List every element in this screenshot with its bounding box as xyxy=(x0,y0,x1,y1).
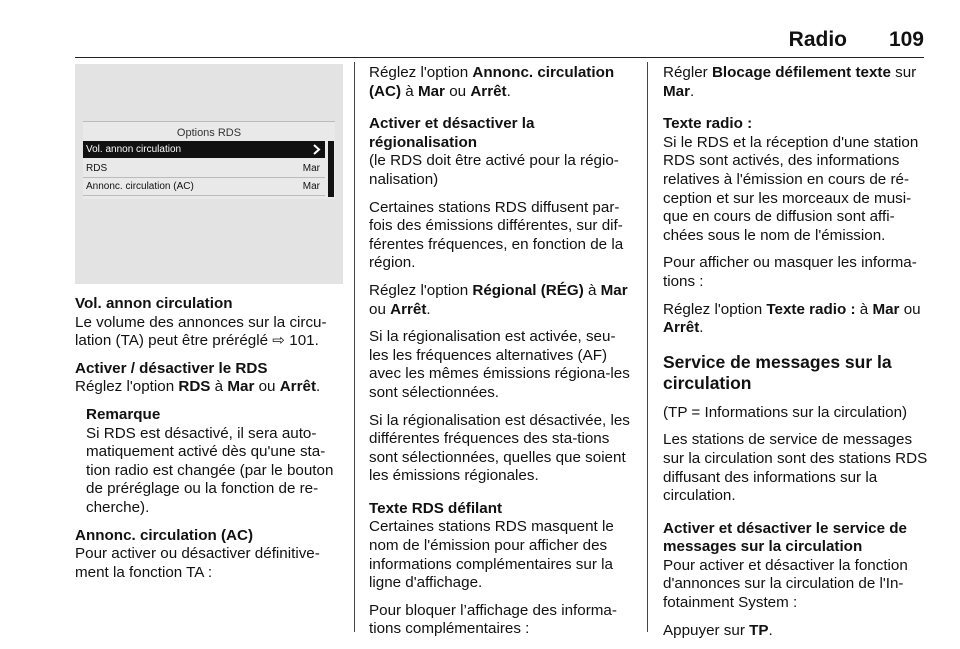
paragraph: Pour bloquer l’affichage des informa-tions complémentaires : xyxy=(369,601,617,638)
screen-row-value: Mar xyxy=(302,163,320,174)
text-bold: Mar xyxy=(417,82,445,100)
heading-rds: Activer / désactiver le RDS xyxy=(75,359,268,377)
text: . xyxy=(699,319,704,337)
remark-title: Remarque xyxy=(86,405,161,423)
text: ou xyxy=(254,378,280,396)
screen-row-label: RDS xyxy=(86,163,108,174)
heading-activer-tp: Activer et désactiver le service de messages sur la circulation xyxy=(663,519,907,556)
column-2 xyxy=(369,64,634,648)
text-bold: Annonc. circulation (AC) xyxy=(369,64,615,100)
screen-row-value: Mar xyxy=(302,181,320,192)
screen-row-label: Vol. annon circulation xyxy=(86,144,182,155)
paragraph: Si le RDS et la réception d'une station RDS sont activés, des informations relatives à l'émission en cours de ré-ception et sur les morceaux de musi-que en cours de diffusion sont affi-chées sous le nom de l'émission. xyxy=(663,133,919,244)
section-title: Radio xyxy=(788,28,847,51)
text: . xyxy=(690,82,695,100)
screen-row xyxy=(83,160,325,178)
heading-service-messages: Service de messages sur la circulation xyxy=(663,351,892,393)
paragraph: Certaines stations RDS masquent le nom de l'émission pour afficher des informations complémentaires sur la ligne d'affichage. xyxy=(369,518,614,592)
paragraph: Les stations de service de messages sur la circulation sont des stations RDS diffusant des informations sur la circulation. xyxy=(663,431,928,505)
text: à xyxy=(855,300,873,318)
text: ou xyxy=(444,82,471,100)
text: Réglez l'option xyxy=(369,281,473,299)
page-ref: 101. xyxy=(289,332,319,350)
text-bold: Mar xyxy=(600,281,628,299)
text-bold: Régional (RÉG) xyxy=(472,281,584,299)
text-bold: Arrêt xyxy=(663,319,700,337)
paragraph: (TP = Informations sur la circulation) xyxy=(663,403,908,421)
text: . xyxy=(426,300,431,318)
page-ref-arrow-icon: ⇨ xyxy=(272,332,286,350)
text-bold: Mar xyxy=(227,378,255,396)
text: Réglez l'option xyxy=(663,300,767,318)
text: Appuyer sur xyxy=(663,621,750,639)
text: Régler xyxy=(663,64,712,81)
column-1 xyxy=(75,64,343,591)
text: Réglez l'option xyxy=(75,378,179,396)
paragraph xyxy=(663,622,928,641)
remark-box xyxy=(86,406,343,518)
text-bold: Blocage défilement texte xyxy=(711,64,891,81)
heading-texte-radio: Texte radio : xyxy=(663,115,753,133)
text: Réglez l'option xyxy=(369,64,473,81)
screen-title: Options RDS xyxy=(176,127,242,139)
chevron-right-icon xyxy=(313,144,321,155)
text: à xyxy=(210,378,228,396)
paragraph: Si la régionalisation est activée, seu-les les fréquences alternatives (AF) avec les mêmes émissions régiona-les sont sélectionnées. xyxy=(369,328,630,401)
screen-row xyxy=(83,178,325,196)
paragraph xyxy=(75,314,343,351)
header-rule xyxy=(75,57,924,58)
column-divider xyxy=(647,62,648,632)
text: . xyxy=(506,82,511,100)
paragraph: Pour activer ou désactiver définitive-ment la fonction TA : xyxy=(75,545,320,581)
text: ou xyxy=(369,300,391,318)
column-divider xyxy=(354,62,355,632)
text-bold: RDS xyxy=(178,378,211,396)
paragraph: (le RDS doit être activé pour la régio-nalisation) xyxy=(369,152,619,188)
paragraph xyxy=(369,282,634,319)
remark-text: Si RDS est désactivé, il sera auto-matiquement activé dès qu'une sta-tion radio est changée (par le bouton de préréglage ou la fonction de re-cherche). xyxy=(86,424,334,516)
text-bold: Mar xyxy=(872,300,900,318)
heading-regionalisation: Activer et désactiver la régionalisation xyxy=(369,115,535,151)
heading-texte-rds: Texte RDS défilant xyxy=(369,499,503,517)
text-bold: Arrêt xyxy=(470,82,507,100)
screen-row-selected xyxy=(83,141,325,158)
column-3 xyxy=(663,64,928,649)
text: à xyxy=(583,281,601,299)
paragraph xyxy=(75,378,343,397)
paragraph: Si la régionalisation est désactivée, les différentes fréquences des sta-tions sont sélectionnées, quelles que soient les émissions régionales. xyxy=(369,411,630,485)
paragraph xyxy=(663,64,928,101)
text: . xyxy=(768,621,773,639)
screen-scrollbar xyxy=(328,141,334,197)
text-bold: Mar xyxy=(663,82,691,100)
text: . xyxy=(316,378,321,396)
text-bold: Arrêt xyxy=(279,378,316,396)
text: ou xyxy=(899,300,921,318)
heading-annonc: Annonc. circulation (AC) xyxy=(75,526,254,544)
paragraph-text: Le volume des annonces sur la circu-lation (TA) peut être préréglé xyxy=(75,313,327,350)
paragraph xyxy=(663,301,928,338)
paragraph: Certaines stations RDS diffusent par-fois des émissions différentes, sur dif-férentes fréquences, en fonction de la région. xyxy=(369,198,624,272)
text: sur xyxy=(890,64,917,81)
page-number: 109 xyxy=(888,28,924,51)
text-bold: Arrêt xyxy=(390,300,427,318)
heading-vol-annon: Vol. annon circulation xyxy=(75,295,233,312)
text: à xyxy=(401,82,418,100)
rds-options-screen xyxy=(83,121,335,199)
text-bold: Texte radio : xyxy=(766,300,856,318)
paragraph: Pour afficher ou masquer les informa-tions : xyxy=(663,254,917,290)
screen-row-label: Annonc. circulation (AC) xyxy=(86,181,194,192)
paragraph xyxy=(369,64,634,101)
page-header xyxy=(0,0,960,60)
paragraph: Pour activer et désactiver la fonction d'annonces sur la circulation de l'In-fotainment System : xyxy=(663,556,908,612)
rds-options-figure xyxy=(75,64,343,284)
text-bold: TP xyxy=(749,621,769,639)
